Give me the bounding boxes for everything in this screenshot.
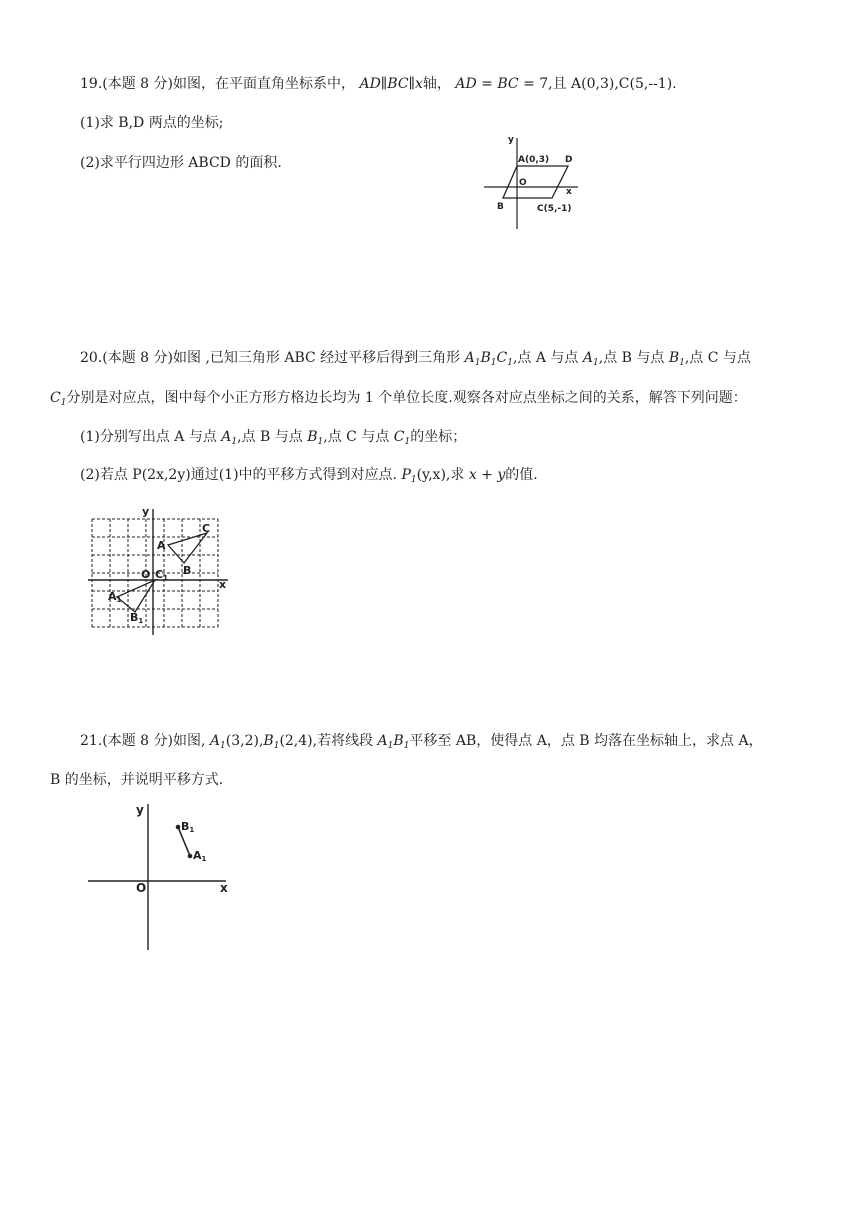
q21-line1: 21.(本题 8 分)如图, $A_1(3,2),B_1(2,4)$,若将线段 $A_1B_1$平移至 AB，使得点 A，点 B 均落在坐标轴上，求点 A，	[80, 733, 763, 751]
q20-part2-b: (y,x),求	[416, 467, 465, 483]
q20-label-o: O	[141, 568, 151, 581]
q19-parallelogram	[503, 166, 568, 198]
q21-point-a1	[188, 854, 193, 859]
q21-lead: 21.(本题 8 分)如图,	[80, 733, 206, 749]
q19-x: x	[415, 76, 423, 92]
q19-label-y: y	[508, 135, 514, 145]
q21-label-b1: B1	[181, 820, 195, 834]
q19-lead: 19.(本题 8 分)如图，在平面直角坐标系中，	[80, 76, 355, 92]
q19-eq-bc: BC	[497, 76, 519, 92]
q20-line2-tail: 分别是对应点，图中每个小正方形方格边长均为 1 个单位长度.观察各对应点坐标之间的关系，解答下列问题：	[66, 390, 747, 406]
q20-point-c: ,点 C 与点	[684, 350, 751, 366]
q21-label-y: y	[136, 803, 144, 817]
q20-label-x: x	[219, 578, 227, 591]
q20-label-a1: A1	[108, 590, 122, 604]
q19-label-o: O	[519, 178, 527, 188]
q21-line2: B 的坐标，并说明平移方式.	[50, 772, 224, 788]
q20-label-y: y	[142, 505, 150, 518]
q19-axis-word: 轴，	[422, 76, 451, 92]
q21-mid: 若将线段	[317, 733, 374, 749]
q19-bc: BC	[387, 76, 409, 92]
q19-part2: (2)求平行四边形 ABCD 的面积.	[80, 155, 282, 171]
q20-label-c: C	[202, 522, 211, 535]
q19-eq-ad: AD	[455, 76, 477, 92]
q19-figure	[480, 130, 590, 232]
q21-label-o: O	[136, 881, 147, 895]
q20-line1: 20.(本题 8 分)如图 ,已知三角形 ABC 经过平移后得到三角形 $A_1B_1C_1$,点 A 与点 $A_1$,点 B 与点 $B_1$,点 C 与点	[80, 350, 751, 368]
q20-lead: 20.(本题 8 分)如图 ,已知三角形 ABC 经过平移后得到三角形	[80, 350, 461, 366]
q21-label-a1: A1	[193, 849, 207, 863]
q19-ad: AD	[359, 76, 381, 92]
q20-part2-a: (2)若点 P(2x,2y)通过(1)中的平移方式得到对应点.	[80, 467, 397, 483]
q20-label-c1: C1	[155, 568, 168, 582]
q20-triangle-a1b1c1	[117, 580, 155, 612]
q20-part1-b: ,点 B 与点	[237, 429, 303, 445]
q19-label-a: A(0,3)	[518, 155, 550, 165]
q19-label-d: D	[565, 155, 573, 165]
q21-point-b1	[176, 825, 181, 830]
q19-label-x: x	[566, 187, 572, 197]
q20-label-b1: B1	[130, 611, 144, 625]
q20-label-b: B	[183, 564, 192, 577]
q20-part1: (1)分别写出点 A 与点 $A_1$,点 B 与点 $B_1$,点 C 与点 $C_1$的坐标；	[80, 429, 467, 447]
q20-point-a: ,点 A 与点	[512, 350, 579, 366]
q21-figure	[86, 800, 236, 955]
q20-label-a: A	[157, 539, 166, 552]
q21-b1: (2,4),	[279, 733, 318, 749]
q20-part1-d: 的坐标；	[410, 429, 467, 445]
q21-label-x: x	[220, 881, 228, 895]
q21-tail: 平移至 AB，使得点 A，点 B 均落在坐标轴上，求点 A，	[409, 733, 763, 749]
q19-label-c: C(5,-1)	[537, 204, 572, 214]
q20-line2: $C_1$分别是对应点，图中每个小正方形方格边长均为 1 个单位长度.观察各对应点坐标之间的关系，解答下列问题：	[50, 390, 747, 408]
q20-part2-c: 的值.	[505, 467, 538, 483]
q20-figure	[88, 505, 238, 635]
q20-part2: (2)若点 P(2x,2y)通过(1)中的平移方式得到对应点. $P_1(y,x)$,求 x + y的值.	[80, 467, 538, 485]
q19-line1: 19.(本题 8 分)如图，在平面直角坐标系中， AD∥BC∥x轴， AD = BC = 7,且 A(0,3),C(5,--1).	[80, 76, 677, 92]
q20-part1-c: ,点 C 与点	[323, 429, 390, 445]
q19-part1: (1)求 B,D 两点的坐标;	[80, 115, 224, 131]
q21-a1: (3,2),	[225, 733, 264, 749]
q19-label-b: B	[497, 202, 504, 212]
q20-part1-a: (1)分别写出点 A 与点	[80, 429, 217, 445]
q19-tail: 且 A(0,3),C(5,--1).	[552, 76, 677, 92]
q19-eq-val: = 7,	[523, 76, 553, 92]
q20-point-b: ,点 B 与点	[598, 350, 665, 366]
